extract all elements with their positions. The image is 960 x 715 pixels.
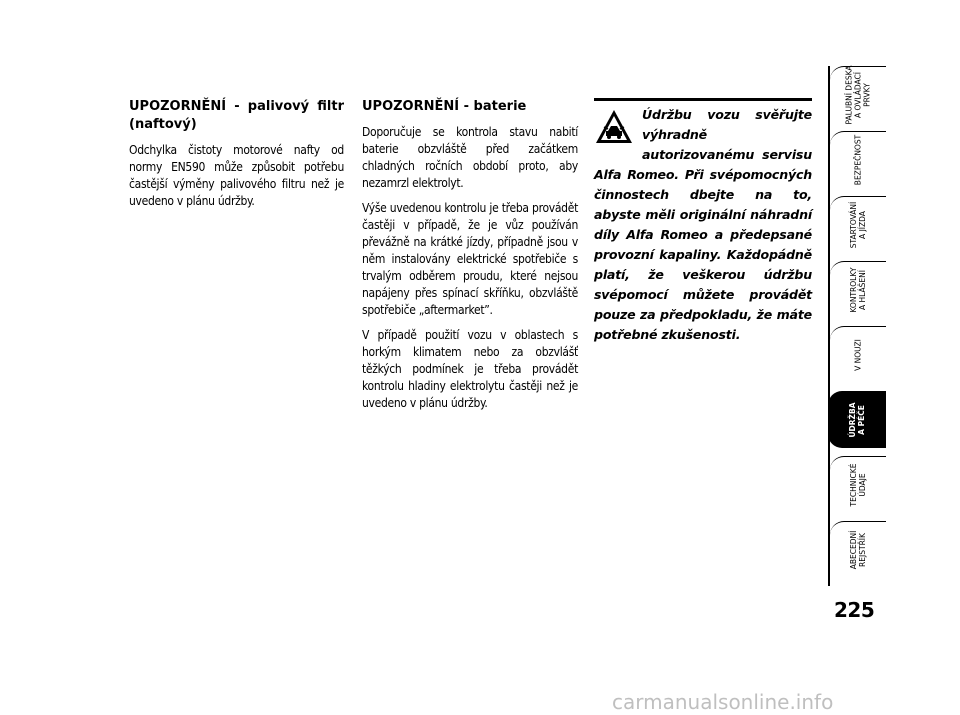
- chapter-tab-label: V NOUZI: [853, 339, 863, 371]
- chapter-tab-2[interactable]: [830, 196, 886, 253]
- chapter-tab-6[interactable]: [830, 456, 886, 513]
- chapter-tab-5[interactable]: [828, 391, 886, 448]
- battery-heading: UPOZORNĚNÍ - baterie: [362, 99, 527, 114]
- page-number: 225: [834, 598, 875, 622]
- column-battery: [362, 98, 578, 420]
- chapter-tab-3[interactable]: [830, 261, 886, 318]
- battery-paragraph-3: V případě použití vozu v oblastech s horkým klimatem nebo za obzvlášť těžkých podmínek je třeba provádět kontrolu hladiny elektrolytu častěji než je uvedeno v plánu údržby.: [362, 328, 578, 410]
- chapter-tab-label: ABECEDNÍ REJSTŘÍK: [849, 530, 867, 570]
- column-fuel-filter: [129, 98, 344, 218]
- chapter-tab-label: ÚDRŽBA A PÉČE: [848, 402, 866, 438]
- warning-box: [594, 98, 812, 345]
- chapter-tab-label: STARTOVÁNÍ A JÍZDA: [849, 201, 867, 249]
- warning-triangle-car-icon: [594, 107, 634, 147]
- chapter-tab-label: KONTROLKY A HLÁŠENÍ: [849, 267, 867, 313]
- watermark: carmanualsonline.info: [612, 690, 834, 714]
- chapter-tab-4[interactable]: [830, 326, 886, 383]
- chapter-tab-label: BEZPEČNOST: [853, 134, 863, 186]
- chapter-tab-label: PALUBNÍ DESKA A OVLÁDACÍ PRVKY: [844, 65, 872, 125]
- chapter-tab-0[interactable]: [830, 66, 886, 123]
- chapter-tab-label: TECHNICKÉ ÚDAJE: [849, 463, 867, 507]
- chapter-tab-1[interactable]: [830, 131, 886, 188]
- chapter-tab-7[interactable]: [830, 521, 886, 578]
- fuel-filter-paragraph: Odchylka čistoty motorové nafty od normy EN590 může způsobit potřebu častější výměny palivového filtru než je uvedeno v plánu údržby.: [129, 143, 344, 208]
- warning-top-bar: [594, 98, 812, 101]
- chapter-tabs: [828, 66, 886, 586]
- battery-paragraph-2: Výše uvedenou kontrolu je třeba provádět častěji v případě, že je vůz používán převážně na krátké jízdy, případně jsou v něm instalovány elektrické spotřebiče s trvalým odběrem proudu, které nejsou napájeny přes spínací skříňku, obzvláště spotřebiče „aftermarket”.: [362, 201, 578, 317]
- warning-text: Údržbu vozu svěřujte výhradně autorizovanému servisu Alfa Romeo. Při svépomocných činnostech dbejte na to, abyste měli originální náhradní díly Alfa Romeo a předepsané provozní kapaliny. Každopádně platí, že veškerou údržbu svépomocí můžete provádět pouze za předpokladu, že máte potřebné zkušenosti.: [594, 107, 812, 342]
- battery-paragraph-1: Doporučuje se kontrola stavu nabití baterie obzvláště před začátkem chladných ročních období proto, aby nezamrzl elektrolyt.: [362, 125, 578, 190]
- fuel-filter-heading: UPOZORNĚNÍ - palivový filtr (naftový): [129, 99, 344, 132]
